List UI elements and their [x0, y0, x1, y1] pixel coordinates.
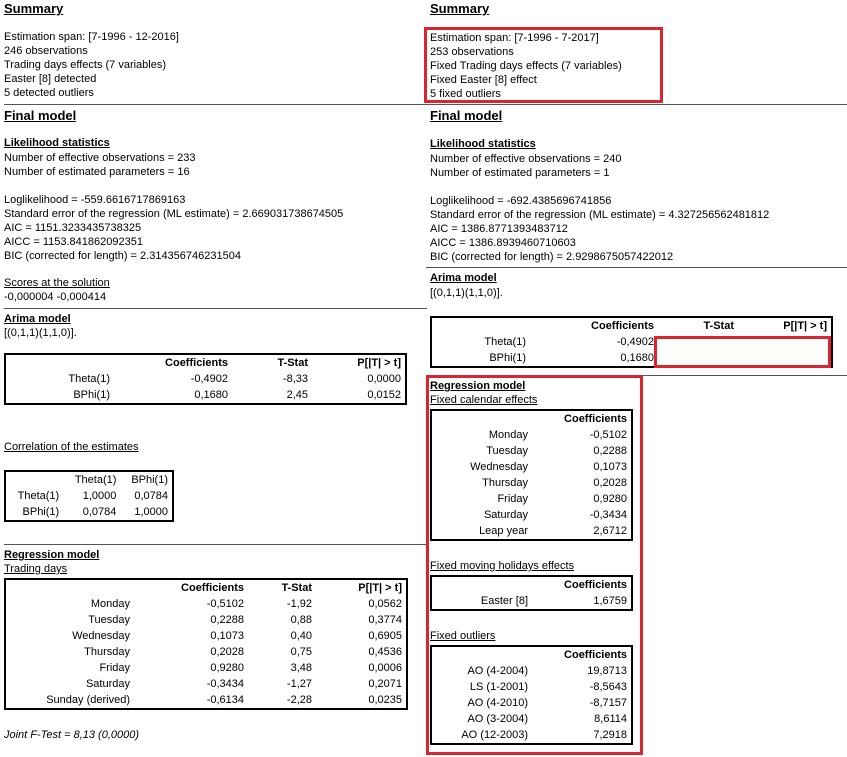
table-cell: 1,0000 [82, 490, 117, 502]
likelihood-line: AICC = 1153.841862092351 [4, 236, 143, 248]
summary-line: Estimation span: [7-1996 - 7-2017] [430, 32, 599, 44]
table-row [432, 491, 631, 507]
table-cell: Theta(1) [68, 373, 110, 385]
table-cell: AO (12-2003) [461, 729, 528, 741]
table-cell: 8,6114 [594, 713, 627, 725]
table-row [6, 387, 405, 403]
table-cell: -0,3434 [206, 678, 244, 690]
likelihood-line: AICC = 1386.8939460710603 [430, 237, 576, 249]
table-cell: LS (1-2001) [469, 681, 528, 693]
likelihood-stats [4, 193, 343, 263]
scores-title: Scores at the solution [4, 277, 110, 289]
table-cell: -8,7157 [589, 697, 627, 709]
table-row [432, 593, 631, 609]
table-row [432, 523, 631, 539]
table-cell: AO (3-2004) [467, 713, 528, 725]
likelihood-line: Loglikelihood = -692.4385696741856 [430, 195, 612, 207]
table-header [6, 355, 114, 371]
table-header: P[|T| > t] [358, 582, 402, 594]
table-row [432, 427, 631, 443]
table-header [432, 577, 532, 593]
table-row [432, 663, 631, 679]
table-cell: -1,92 [286, 598, 312, 610]
arima-title: Arima model [430, 272, 497, 284]
divider [4, 544, 427, 545]
likelihood-line: Standard error of the regression (ML estimate) = 2.669031738674505 [4, 208, 344, 220]
table-header: BPhi(1) [131, 474, 168, 486]
table-cell: 0,4536 [368, 646, 402, 658]
divider [4, 104, 427, 105]
table-cell: Monday [488, 429, 528, 441]
table-cell: Monday [90, 598, 130, 610]
table-header: Coefficients [564, 579, 627, 591]
likelihood-line: BIC (corrected for length) = 2.9298675057422012 [430, 251, 674, 263]
table-header-row [6, 580, 406, 596]
table-cell: AO (4-2010) [467, 697, 528, 709]
table-cell: 0,2028 [210, 646, 244, 658]
table-cell: 0,3774 [368, 614, 402, 626]
table-cell: -0,5102 [206, 598, 244, 610]
table-cell: 0,0784 [82, 506, 117, 518]
table-cell: 3,48 [290, 662, 312, 674]
table-cell: Thursday [84, 646, 130, 658]
table-header: Coefficients [181, 582, 244, 594]
likelihood-line: AIC = 1151.3233435738325 [4, 222, 142, 234]
likelihood-line: AIC = 1386.8771393483712 [430, 223, 568, 235]
table-cell: Friday [99, 662, 130, 674]
table-cell: -8,33 [282, 373, 308, 385]
likelihood-line: BIC (corrected for length) = 2.314356746231504 [4, 250, 241, 262]
table-cell: -0,4902 [190, 373, 228, 385]
table-cell: 0,0562 [368, 598, 402, 610]
divider [4, 308, 427, 309]
summary-line: 5 fixed outliers [430, 88, 501, 100]
trading-days-title: Trading days [4, 563, 68, 575]
table-cell: 0,0152 [367, 389, 401, 401]
likelihood-line: Number of effective observations = 233 [4, 152, 196, 164]
table-cell: -0,4902 [616, 336, 654, 348]
calendar-table [430, 409, 633, 541]
likelihood-counts [4, 151, 196, 179]
table-cell: -0,6134 [206, 694, 244, 706]
table-cell: 0,6905 [368, 630, 402, 642]
table-header [432, 411, 532, 427]
table-header [432, 318, 530, 334]
table-header: Coefficients [165, 357, 228, 369]
table-header [6, 580, 134, 596]
table-row [6, 644, 406, 660]
table-cell: 19,8713 [587, 665, 627, 677]
table-cell: 2,6712 [593, 525, 627, 537]
table-cell: Tuesday [486, 445, 528, 457]
fixed-moving-holidays-title: Fixed moving holidays effects [430, 560, 575, 572]
table-header: Theta(1) [74, 474, 117, 486]
table-cell: 7,2918 [593, 729, 627, 741]
likelihood-counts [430, 152, 622, 180]
summary-block [4, 30, 179, 100]
table-cell: 1,0000 [134, 506, 168, 518]
summary-line: 246 observations [4, 45, 88, 57]
table-cell: BPhi(1) [489, 352, 526, 364]
table-row [6, 692, 406, 708]
table-header [432, 647, 532, 663]
summary-line: Estimation span: [7-1996 - 12-2016] [4, 31, 179, 43]
table-cell: 0,9280 [210, 662, 244, 674]
outliers-table [430, 645, 633, 745]
likelihood-line: Number of effective observations = 240 [430, 153, 622, 165]
likelihood-line: Standard error of the regression (ML estimate) = 4.327256562481812 [430, 209, 770, 221]
likelihood-line: Number of estimated parameters = 16 [4, 166, 190, 178]
likelihood-line: Number of estimated parameters = 1 [430, 167, 610, 179]
highlight-box [424, 27, 663, 103]
table-cell: 0,0006 [368, 662, 402, 674]
table-row [6, 596, 406, 612]
table-row [6, 676, 406, 692]
summary-line: Easter [8] detected [4, 73, 97, 85]
summary-line: 253 observations [430, 46, 514, 58]
table-cell: BPhi(1) [22, 506, 60, 518]
table-cell: Saturday [85, 678, 130, 690]
table-cell: -1,27 [286, 678, 312, 690]
correlation-title: Correlation of the estimates [4, 441, 139, 453]
table-row [6, 628, 406, 644]
table-cell: 0,1073 [593, 461, 627, 473]
table-cell: 2,45 [286, 389, 308, 401]
correlation-table [4, 470, 174, 522]
table-header: T-Stat [281, 582, 312, 594]
moving-holidays-table [430, 575, 633, 611]
table-cell: 0,1680 [620, 352, 654, 364]
summary-line: Fixed Easter [8] effect [430, 74, 537, 86]
table-header-row [432, 411, 631, 427]
table-header-row [432, 318, 831, 334]
table-row [432, 695, 631, 711]
final-model-title: Final model [4, 108, 77, 123]
divider [426, 267, 847, 268]
table-header-row [6, 355, 405, 371]
summary-title: Summary [430, 1, 490, 16]
table-row [432, 475, 631, 491]
table-cell: AO (4-2004) [467, 665, 528, 677]
arima-spec: [(0,1,1)(1,1,0)]. [4, 327, 77, 339]
table-cell: -0,3434 [589, 509, 627, 521]
table-cell: Tuesday [88, 614, 130, 626]
scores-value: -0,000004 -0,000414 [4, 291, 107, 303]
table-row [6, 504, 172, 520]
table-cell: BPhi(1) [73, 389, 110, 401]
highlight-box [654, 336, 831, 368]
table-header: Coefficients [564, 413, 627, 425]
divider [426, 104, 847, 105]
table-cell: Thursday [482, 477, 528, 489]
table-row [432, 459, 631, 475]
table-cell: Theta(1) [17, 490, 60, 502]
table-header [6, 472, 63, 488]
table-cell: 0,75 [290, 646, 312, 658]
regression-title: Regression model [4, 549, 100, 561]
table-cell: -0,5102 [589, 429, 627, 441]
joint-f-test: Joint F-Test = 8,13 (0,0000) [4, 729, 140, 741]
table-header: Coefficients [564, 649, 627, 661]
table-cell: 0,2071 [368, 678, 402, 690]
table-cell: 1,6759 [593, 595, 627, 607]
table-cell: 0,0784 [134, 490, 168, 502]
table-cell: 0,1680 [194, 389, 228, 401]
likelihood-title: Likelihood statistics [430, 138, 536, 150]
table-cell: Friday [497, 493, 528, 505]
summary-line: 5 detected outliers [4, 87, 94, 99]
table-cell: Wednesday [72, 630, 130, 642]
likelihood-line: Loglikelihood = -559.6616717869163 [4, 194, 186, 206]
arima-title: Arima model [4, 313, 71, 325]
arima-table [4, 353, 407, 405]
table-header: P[|T| > t] [357, 357, 401, 369]
summary-line: Trading days effects (7 variables) [4, 59, 167, 71]
table-row [432, 711, 631, 727]
table-cell: 0,0235 [368, 694, 402, 706]
table-header-row [6, 472, 172, 488]
table-header: Coefficients [591, 320, 654, 332]
table-row [6, 488, 172, 504]
table-row [6, 371, 405, 387]
summary-line: Fixed Trading days effects (7 variables) [430, 60, 622, 72]
table-header: T-Stat [277, 357, 308, 369]
table-cell: 0,2028 [593, 477, 627, 489]
fixed-outliers-title: Fixed outliers [430, 630, 496, 642]
likelihood-stats [430, 194, 769, 264]
table-row [6, 612, 406, 628]
table-cell: 0,1073 [210, 630, 244, 642]
arima-spec: [(0,1,1)(1,1,0)]. [430, 287, 503, 299]
table-header: P[|T| > t] [783, 320, 827, 332]
regression-title: Regression model [430, 380, 526, 392]
summary-title: Summary [4, 1, 64, 16]
table-cell: Easter [8] [480, 595, 528, 607]
table-header-row [432, 577, 631, 593]
table-cell: 0,2288 [593, 445, 627, 457]
table-cell: 0,88 [290, 614, 312, 626]
table-cell: Wednesday [470, 461, 528, 473]
table-cell: Leap year [479, 525, 528, 537]
table-cell: Sunday (derived) [46, 694, 130, 706]
table-cell: Theta(1) [484, 336, 526, 348]
table-cell: -8,5643 [589, 681, 627, 693]
table-row [432, 507, 631, 523]
final-model-title: Final model [430, 108, 503, 123]
table-cell: Saturday [483, 509, 528, 521]
table-cell: 0,0000 [367, 373, 401, 385]
table-cell: -2,28 [286, 694, 312, 706]
table-row [432, 727, 631, 743]
table-header: T-Stat [703, 320, 734, 332]
table-row [432, 443, 631, 459]
table-row [432, 679, 631, 695]
table-cell: 0,40 [290, 630, 312, 642]
table-row [6, 660, 406, 676]
table-cell: 0,2288 [210, 614, 244, 626]
table-cell: 0,9280 [593, 493, 627, 505]
fixed-calendar-title: Fixed calendar effects [430, 394, 538, 406]
trading-days-table [4, 578, 408, 710]
table-header-row [432, 647, 631, 663]
likelihood-title: Likelihood statistics [4, 137, 110, 149]
